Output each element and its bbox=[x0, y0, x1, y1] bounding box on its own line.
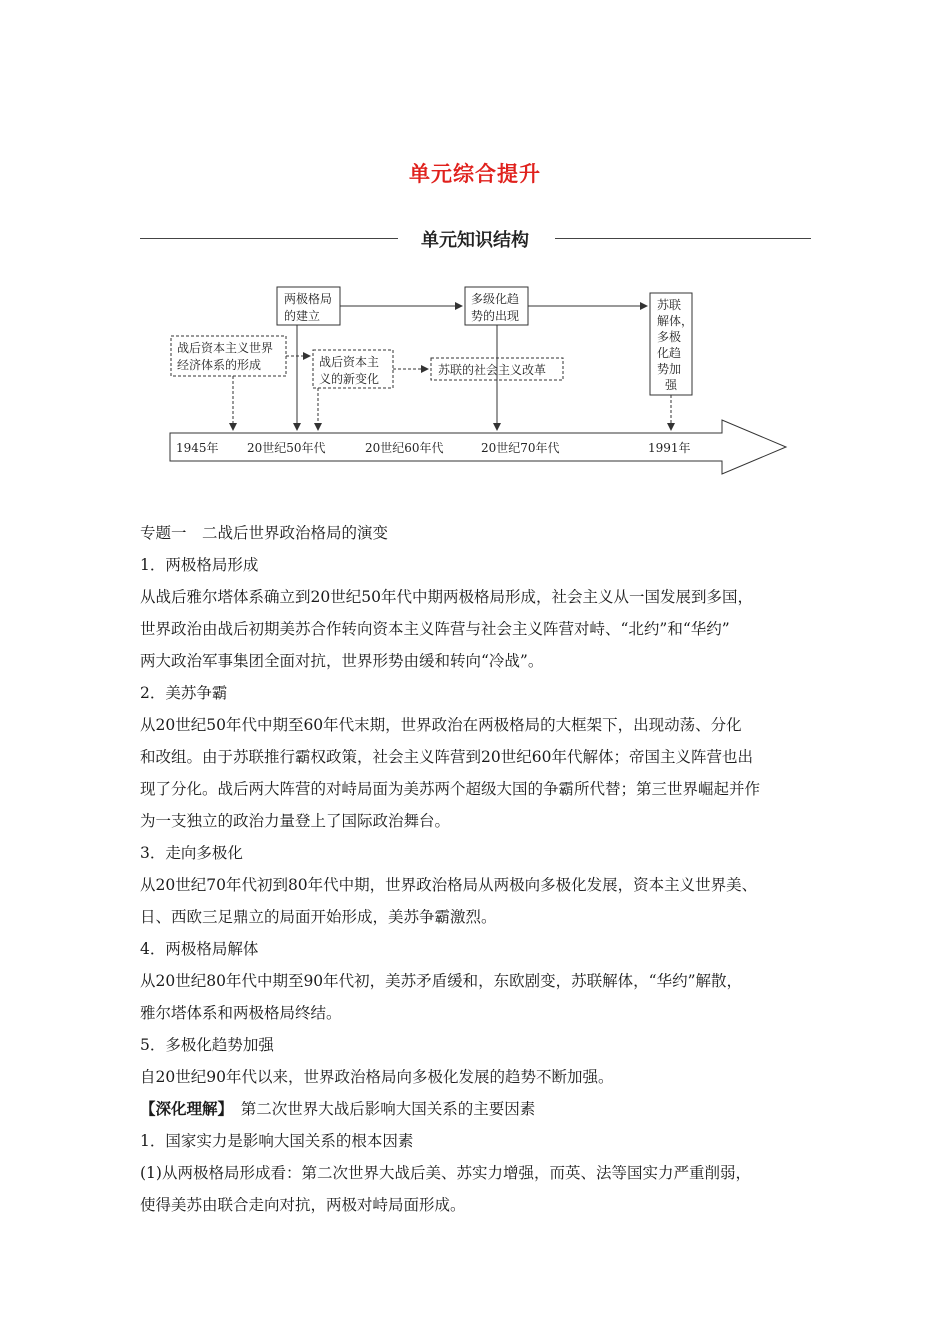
deepen-title: 第二次世界大战后影响大国关系的主要因素 bbox=[240, 1100, 536, 1118]
timeline-label: 1991年 bbox=[648, 441, 691, 455]
svg-text:解体，: 解体， bbox=[657, 314, 694, 328]
timeline-label: 20世纪60年代 bbox=[365, 441, 444, 455]
knowledge-structure-diagram bbox=[0, 270, 950, 485]
factor-heading: 1．国家实力是影响大国关系的根本因素 bbox=[140, 1132, 414, 1150]
paragraph-line: 从20世纪70年代初到80年代中期，世界政治格局从两极向多极化发展，资本主义世界美、 bbox=[140, 876, 758, 894]
timeline-label: 1945年 bbox=[176, 441, 219, 455]
paragraph-line: 现了分化。战后两大阵营的对峙局面为美苏两个超级大国的争霸所代替；第三世界崛起并作 bbox=[140, 780, 761, 798]
svg-text:经济体系的形成: 经济体系的形成 bbox=[177, 358, 262, 372]
svg-text:战后资本主: 战后资本主 bbox=[319, 355, 380, 369]
page-title: 单元综合提升 bbox=[409, 162, 541, 186]
paragraph-line: 两大政治军事集团全面对抗，世界形势由缓和转向“冷战”。 bbox=[140, 652, 544, 670]
box-capitalism-change bbox=[313, 350, 393, 388]
svg-text:势加: 势加 bbox=[657, 362, 682, 376]
item-heading: 2．美苏争霸 bbox=[140, 684, 228, 702]
content-body bbox=[140, 517, 830, 1221]
svg-text:苏联的社会主义改革: 苏联的社会主义改革 bbox=[438, 363, 547, 377]
svg-text:势的出现: 势的出现 bbox=[471, 309, 520, 323]
deepen-heading bbox=[140, 1093, 830, 1125]
paragraph-line: (1)从两极格局形成看：第二次世界大战后美、苏实力增强，而英、法等国实力严重削弱， bbox=[140, 1164, 751, 1182]
box-multipolar-emergence bbox=[465, 287, 528, 325]
item-heading: 5．多极化趋势加强 bbox=[140, 1036, 274, 1054]
paragraph-line: 日、西欧三足鼎立的局面开始形成，美苏争霸激烈。 bbox=[140, 908, 497, 926]
svg-text:多极: 多极 bbox=[657, 330, 682, 344]
box-soviet-collapse bbox=[650, 293, 693, 395]
paragraph-line: 从战后雅尔塔体系确立到20世纪50年代中期两极格局形成，社会主义从一国发展到多国， bbox=[140, 588, 753, 606]
svg-text:化趋: 化趋 bbox=[657, 346, 682, 360]
svg-text:多级化趋: 多级化趋 bbox=[471, 292, 520, 306]
item-heading: 3．走向多极化 bbox=[140, 844, 243, 862]
section-divider-right bbox=[555, 238, 811, 239]
paragraph-line: 从20世纪80年代中期至90年代初，美苏矛盾缓和，东欧剧变，苏联解体，“华约”解散， bbox=[140, 972, 743, 990]
topic-heading: 专题一 二战后世界政治格局的演变 bbox=[140, 524, 389, 542]
paragraph-line: 和改组。由于苏联推行霸权政策，社会主义阵营到20世纪60年代解体；帝国主义阵营也出 bbox=[140, 748, 753, 766]
svg-text:苏联: 苏联 bbox=[657, 298, 682, 312]
item-heading: 1．两极格局形成 bbox=[140, 556, 259, 574]
paragraph-line: 雅尔塔体系和两极格局终结。 bbox=[140, 1004, 342, 1022]
svg-text:强: 强 bbox=[665, 378, 678, 392]
section-title: 单元知识结构 bbox=[421, 230, 529, 251]
svg-text:义的新变化: 义的新变化 bbox=[319, 372, 380, 386]
svg-text:的建立: 的建立 bbox=[284, 309, 321, 323]
paragraph-line: 为一支独立的政治力量登上了国际政治舞台。 bbox=[140, 812, 451, 830]
paragraph-line: 从20世纪50年代中期至60年代末期，世界政治在两极格局的大框架下，出现动荡、分化 bbox=[140, 716, 742, 734]
svg-text:战后资本主义世界: 战后资本主义世界 bbox=[177, 341, 274, 355]
box-bipolar-establish bbox=[277, 287, 340, 325]
paragraph-line: 自20世纪90年代以来，世界政治格局向多极化发展的趋势不断加强。 bbox=[140, 1068, 614, 1086]
deepen-label: 【深化理解】 bbox=[140, 1100, 226, 1118]
timeline-label: 20世纪70年代 bbox=[481, 441, 560, 455]
item-heading: 4．两极格局解体 bbox=[140, 940, 259, 958]
box-economic-system bbox=[171, 336, 286, 376]
timeline-label: 20世纪50年代 bbox=[247, 441, 326, 455]
paragraph-line: 世界政治由战后初期美苏合作转向资本主义阵营与社会主义阵营对峙、“北约”和“华约” bbox=[140, 620, 730, 638]
paragraph-line: 使得美苏由联合走向对抗，两极对峙局面形成。 bbox=[140, 1196, 466, 1214]
svg-text:两极格局: 两极格局 bbox=[284, 292, 333, 306]
